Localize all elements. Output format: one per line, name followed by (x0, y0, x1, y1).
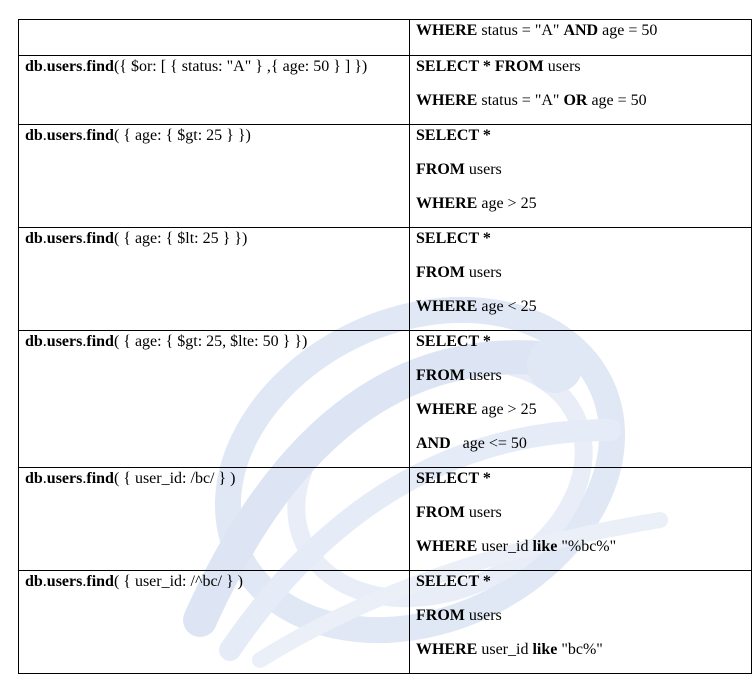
sql-text: status = "A" (477, 92, 564, 109)
sql-text: user_id (477, 641, 533, 658)
sql-keyword: AND (416, 435, 451, 452)
mongo-db: db (25, 470, 43, 487)
sql-keyword: SELECT * (416, 470, 491, 487)
sql-text: users (464, 367, 502, 384)
table-row (19, 331, 752, 468)
mongo-query-cell (19, 56, 410, 125)
sql-query-cell (410, 56, 752, 125)
mongo-dot: . (42, 333, 47, 350)
sql-keyword: like (532, 538, 558, 555)
mongo-args: ( { age: { $gt: 25 } }) (113, 127, 251, 144)
mongo-dot: . (42, 573, 47, 590)
sql-line (416, 331, 745, 365)
mongo-collection: users (46, 333, 83, 350)
mongo-method: find (86, 573, 114, 590)
sql-line (416, 90, 745, 124)
mongo-collection: users (46, 470, 83, 487)
sql-query-cell (410, 468, 752, 571)
sql-query-cell (410, 20, 752, 56)
mongo-dot: . (42, 470, 47, 487)
sql-line (416, 296, 745, 330)
mongo-args: ({ $or: [ { status: "A" } ,{ age: 50 } ] }) (113, 58, 368, 75)
sql-text: age > 25 (477, 401, 537, 418)
table-row (19, 125, 752, 228)
mongo-args: ( { age: { $gt: 25, $lte: 50 } }) (113, 333, 308, 350)
mongo-dot: . (42, 230, 47, 247)
sql-line (416, 605, 745, 639)
sql-keyword: FROM (416, 161, 465, 178)
mongo-collection: users (46, 573, 83, 590)
sql-keyword: FROM (416, 264, 465, 281)
sql-keyword: WHERE (416, 401, 478, 418)
table-row (19, 228, 752, 331)
mongo-sql-comparison-table (18, 19, 752, 674)
mongo-query-cell (19, 468, 410, 571)
sql-keyword: FROM (416, 504, 465, 521)
sql-text: users (464, 607, 502, 624)
mongo-collection: users (46, 230, 83, 247)
sql-query-cell (410, 228, 752, 331)
mongo-db: db (25, 230, 43, 247)
sql-line (416, 433, 745, 467)
mongo-query-cell (19, 571, 410, 674)
sql-keyword: SELECT * (416, 573, 491, 590)
mongo-query-cell (19, 228, 410, 331)
mongo-args: ( { age: { $lt: 25 } }) (113, 230, 248, 247)
sql-line (416, 20, 745, 54)
sql-line (416, 365, 745, 399)
sql-query-cell (410, 125, 752, 228)
table-row (19, 571, 752, 674)
mongo-db: db (25, 333, 43, 350)
sql-line (416, 193, 745, 227)
sql-text: age <= 50 (450, 435, 527, 452)
mongo-dot: . (82, 470, 87, 487)
mongo-dot: . (82, 573, 87, 590)
sql-line (416, 125, 745, 159)
sql-keyword: FROM (416, 607, 465, 624)
mongo-method: find (86, 58, 114, 75)
mongo-args: ( { user_id: /bc/ } ) (113, 470, 236, 487)
sql-text: users (543, 58, 581, 75)
mongo-query (25, 565, 403, 599)
sql-keyword: WHERE (416, 298, 478, 315)
table-row (19, 468, 752, 571)
sql-text: users (464, 504, 502, 521)
sql-text: age > 25 (477, 195, 537, 212)
sql-keyword: like (532, 641, 558, 658)
mongo-dot: . (82, 58, 87, 75)
mongo-dot: . (82, 230, 87, 247)
sql-line (416, 536, 745, 570)
sql-line (416, 399, 745, 433)
sql-keyword: SELECT * (416, 333, 491, 350)
sql-text: user_id (477, 538, 533, 555)
sql-query-cell (410, 571, 752, 674)
sql-keyword: WHERE (416, 22, 478, 39)
sql-keyword: FROM (416, 367, 465, 384)
sql-text: users (464, 161, 502, 178)
sql-keyword: AND (563, 22, 599, 39)
sql-text: users (464, 264, 502, 281)
sql-keyword: SELECT * (416, 127, 491, 144)
mongo-method: find (86, 333, 114, 350)
mongo-query-cell (19, 125, 410, 228)
sql-text: age = 50 (598, 22, 658, 39)
sql-line (416, 468, 745, 502)
mongo-collection: users (46, 127, 83, 144)
sql-text: "%bc%" (557, 538, 617, 555)
sql-line (416, 262, 745, 296)
sql-line (416, 571, 745, 605)
sql-query-cell (410, 331, 752, 468)
sql-line (416, 228, 745, 262)
sql-keyword: SELECT * (416, 230, 491, 247)
sql-keyword: WHERE (416, 92, 478, 109)
mongo-query (25, 50, 403, 84)
mongo-query (25, 325, 403, 359)
mongo-query (25, 222, 403, 256)
mongo-db: db (25, 573, 43, 590)
mongo-query-cell (19, 331, 410, 468)
mongo-db: db (25, 58, 43, 75)
mongo-dot: . (42, 127, 47, 144)
sql-text: status = "A" (477, 22, 564, 39)
sql-keyword: WHERE (416, 641, 478, 658)
mongo-method: find (86, 230, 114, 247)
sql-line (416, 502, 745, 536)
sql-keyword: WHERE (416, 538, 478, 555)
mongo-query (25, 462, 403, 496)
table-body (19, 20, 752, 674)
sql-text: "bc%" (557, 641, 603, 658)
mongo-query (25, 119, 403, 153)
table-row (19, 56, 752, 125)
mongo-dot: . (82, 127, 87, 144)
sql-keyword: SELECT * FROM (416, 58, 544, 75)
mongo-collection: users (46, 58, 83, 75)
mongo-method: find (86, 470, 114, 487)
sql-line (416, 56, 745, 90)
sql-line (416, 639, 745, 673)
mongo-dot: . (42, 58, 47, 75)
sql-line (416, 159, 745, 193)
mongo-args: ( { user_id: /^bc/ } ) (113, 573, 243, 590)
mongo-method: find (86, 127, 114, 144)
mongo-dot: . (82, 333, 87, 350)
sql-keyword: WHERE (416, 195, 478, 212)
sql-keyword: OR (563, 92, 588, 109)
mongo-db: db (25, 127, 43, 144)
sql-text: age = 50 (587, 92, 647, 109)
sql-text: age < 25 (477, 298, 537, 315)
